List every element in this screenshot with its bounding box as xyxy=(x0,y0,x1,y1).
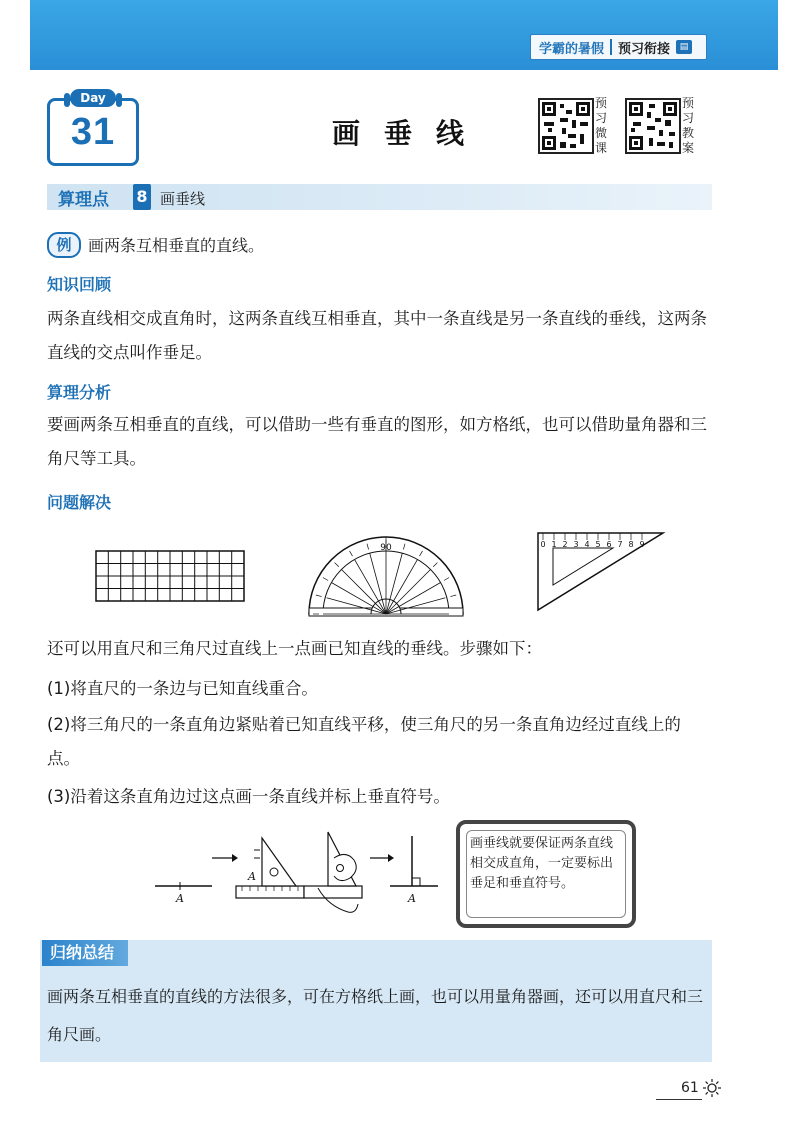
step-3: (3)沿着这条直角边过这点画一条直线并标上垂直符号。 xyxy=(47,787,450,806)
example-text: 画两条互相垂直的直线。 xyxy=(88,236,265,255)
qr-code-icon-1[interactable] xyxy=(538,98,594,154)
summary-text: 画两条互相垂直的直线的方法很多，可在方格纸上画，也可以用量角器画，还可以用直尺和三角尺画。 xyxy=(47,987,704,1044)
ruler-tick-label: 9 xyxy=(639,540,645,549)
section-number: 8 xyxy=(133,184,151,210)
day-number: 31 xyxy=(70,111,116,153)
steps-intro: 还可以用直尺和三角尺过直线上一点画已知直线的垂线。步骤如下： xyxy=(47,639,542,658)
header-subtitle: 预习衔接 xyxy=(618,41,671,57)
knowledge-heading: 知识回顾 xyxy=(47,275,112,294)
analysis-text: 要画两条互相垂直的直线，可以借助一些有垂直的图形，如方格纸，也可以借助量角器和三角尺等工具。 xyxy=(47,415,707,468)
step-1: (1)将直尺的一条边与已知直线重合。 xyxy=(47,679,318,698)
step-2: (2)将三角尺的一条直角边紧贴着已知直线平移，使三角尺的另一条直角边经过直线上的点。 xyxy=(47,715,681,768)
summary-label: 归纳总结 xyxy=(42,940,128,966)
header-tag xyxy=(530,34,707,60)
point-a-label-3: A xyxy=(408,892,416,905)
section-title: 画垂线 xyxy=(160,190,206,208)
solve-heading: 问题解决 xyxy=(47,493,112,512)
analysis-heading: 算理分析 xyxy=(47,383,112,402)
ruler-tick-label: 5 xyxy=(595,540,601,549)
calendar-ring-left xyxy=(64,93,70,107)
ruler-tick-label: 8 xyxy=(628,540,634,549)
tip-text: 画垂线就要保证两条直线相交成直角，一定要标出垂足和垂直符号。 xyxy=(466,830,626,918)
section-label: 算理点 xyxy=(58,190,109,210)
example-badge: 例 xyxy=(47,232,81,258)
header-brand: 学霸的暑假 xyxy=(539,41,605,57)
book-icon: ▤ xyxy=(676,40,692,54)
ruler-tick-label: 3 xyxy=(573,540,579,549)
day-badge xyxy=(47,91,139,166)
qr-label-2: 预习教案 xyxy=(682,96,695,155)
ruler-tick-label: 4 xyxy=(584,540,590,549)
qr-code-icon-2[interactable] xyxy=(625,98,681,154)
ruler-tick-label: 2 xyxy=(562,540,568,549)
tip-box xyxy=(456,820,636,928)
protractor-figure xyxy=(305,522,467,620)
page-number-rule xyxy=(656,1099,702,1100)
point-a-label-1: A xyxy=(176,892,184,905)
steps-illustration xyxy=(150,828,440,924)
ruler-tick-label: 0 xyxy=(540,540,546,549)
ruler-tick-label: 1 xyxy=(551,540,557,549)
page-number: 61 xyxy=(681,1080,699,1096)
triangle-ruler-figure xyxy=(535,530,667,614)
knowledge-text: 两条直线相交成直角时，这两条直线互相垂直，其中一条直线是另一条直线的垂线，这两条直线的交点叫作垂足。 xyxy=(47,309,707,362)
qr-label-1: 预习微课 xyxy=(595,96,608,155)
point-a-label-2: A xyxy=(248,870,256,883)
day-label: Day xyxy=(70,89,116,107)
ruler-tick-label: 6 xyxy=(606,540,612,549)
protractor-90-label: 90 xyxy=(380,543,392,553)
grid-paper-figure xyxy=(95,550,245,602)
ruler-tick-label: 7 xyxy=(617,540,623,549)
sun-swirl-icon xyxy=(702,1078,722,1098)
page-title: 画垂线 xyxy=(331,117,488,150)
calendar-ring-right xyxy=(116,93,122,107)
